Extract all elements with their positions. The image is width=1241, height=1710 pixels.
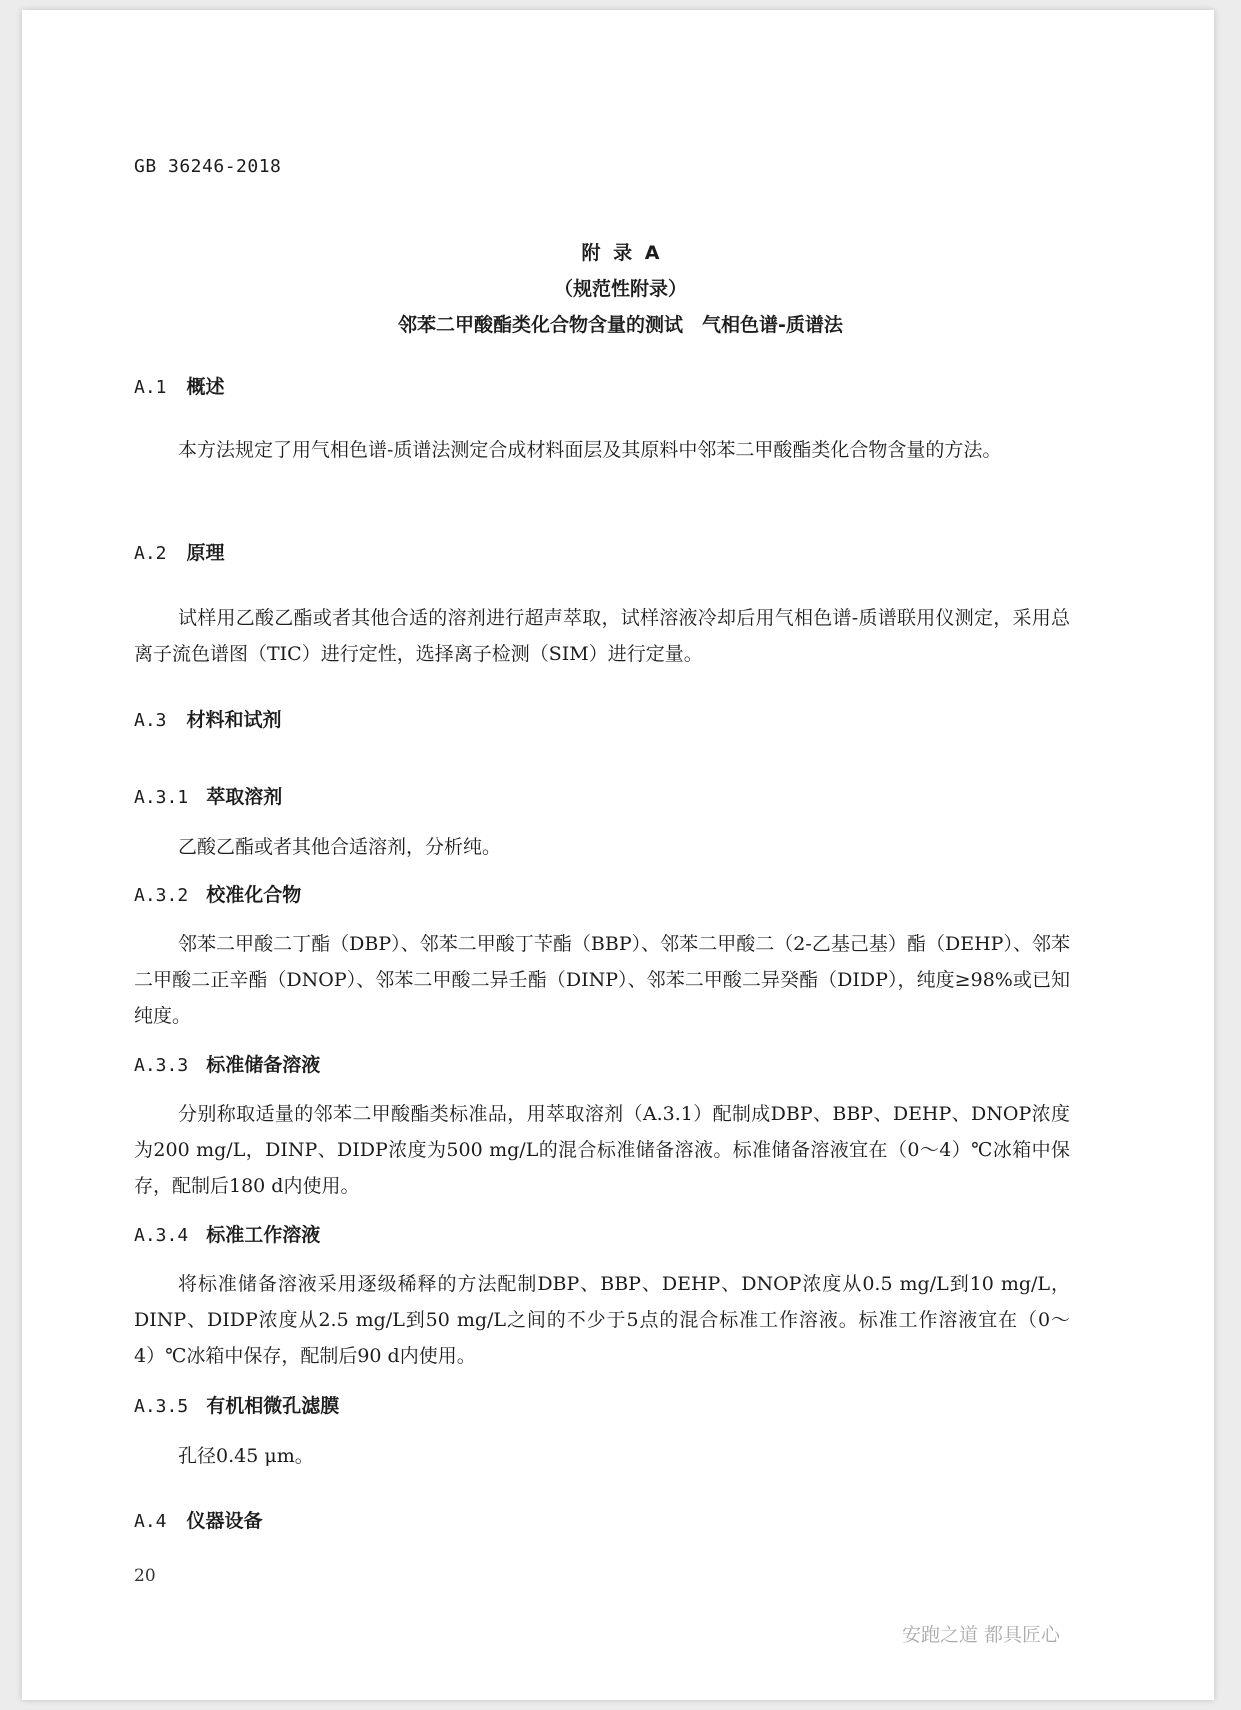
normative-label: （规范性附录）: [553, 278, 687, 300]
section-number: A.3.2: [134, 885, 189, 906]
section-title: 标准工作溶液: [206, 1224, 321, 1246]
section-heading-a1: [134, 372, 225, 399]
document-title: 邻苯二甲酸酯类化合物含量的测试 气相色谱-质谱法: [398, 314, 843, 336]
section-heading-a3-3: [134, 1050, 320, 1077]
paragraph-a3-3: 分别称取适量的邻苯二甲酸酯类标准品，用萃取溶剂（A.3.1）配制成DBP、BBP、DEHP、DNOP浓度为200 mg/L，DINP、DIDP浓度为500 mg/L的混合标准储备溶液。标准储备溶液宜在（0～4）℃冰箱中保存，配制后180 d内使用。: [134, 1103, 1070, 1197]
section-number: A.3.1: [134, 787, 189, 808]
paragraph-a2: 试样用乙酸乙酯或者其他合适的溶剂进行超声萃取，试样溶液冷却后用气相色谱-质谱联用仪测定，采用总离子流色谱图（TIC）进行定性，选择离子检测（SIM）进行定量。: [134, 607, 1070, 665]
section-heading-a3-5: [134, 1391, 339, 1418]
section-heading-a3-4: [134, 1220, 320, 1247]
section-title: 有机相微孔滤膜: [206, 1395, 340, 1417]
section-number: A.3.3: [134, 1055, 189, 1076]
section-heading-a3-2: [134, 880, 301, 907]
section-number: A.3.4: [134, 1225, 189, 1246]
paragraph-a3-2: 邻苯二甲酸二丁酯（DBP）、邻苯二甲酸丁苄酯（BBP）、邻苯二甲酸二（2-乙基己基）酯（DEHP）、邻苯二甲酸二正辛酯（DNOP）、邻苯二甲酸二异壬酯（DINP）、邻苯二甲酸二异癸酯（DIDP），纯度≥98%或已知纯度。: [134, 933, 1070, 1027]
page-number: 20: [134, 1566, 156, 1586]
paragraph-a3-5: 孔径0.45 μm。: [178, 1445, 314, 1467]
section-title: 概述: [186, 376, 225, 398]
watermark-text: 安跑之道 都具匠心: [902, 1624, 1061, 1646]
appendix-label: 附 录 A: [581, 242, 660, 264]
section-heading-a3: [134, 705, 282, 732]
section-number: A.4: [134, 1511, 167, 1532]
section-title: 仪器设备: [186, 1510, 263, 1532]
section-number: A.3: [134, 710, 167, 731]
section-heading-a2: [134, 538, 225, 565]
section-title: 校准化合物: [206, 884, 302, 906]
standard-code: GB 36246-2018: [134, 156, 282, 177]
section-title: 标准储备溶液: [206, 1054, 321, 1076]
paragraph-a3-1: 乙酸乙酯或者其他合适溶剂，分析纯。: [178, 836, 502, 858]
section-number: A.3.5: [134, 1396, 189, 1417]
section-title: 萃取溶剂: [206, 786, 283, 808]
paragraph-a1: 本方法规定了用气相色谱-质谱法测定合成材料面层及其原料中邻苯二甲酸酯类化合物含量的方法。: [178, 439, 1002, 461]
paragraph-a3-4: 将标准储备溶液采用逐级稀释的方法配制DBP、BBP、DEHP、DNOP浓度从0.5 mg/L到10 mg/L，DINP、DIDP浓度从2.5 mg/L到50 mg/L之间的不少于5点的混合标准工作溶液。标准工作溶液宜在（0～4）℃冰箱中保存，配制后90 d内使用。: [134, 1273, 1070, 1367]
section-number: A.2: [134, 543, 167, 564]
section-number: A.1: [134, 377, 167, 398]
section-heading-a4: [134, 1506, 263, 1533]
section-title: 材料和试剂: [186, 709, 282, 731]
section-title: 原理: [186, 542, 225, 564]
section-heading-a3-1: [134, 782, 282, 809]
